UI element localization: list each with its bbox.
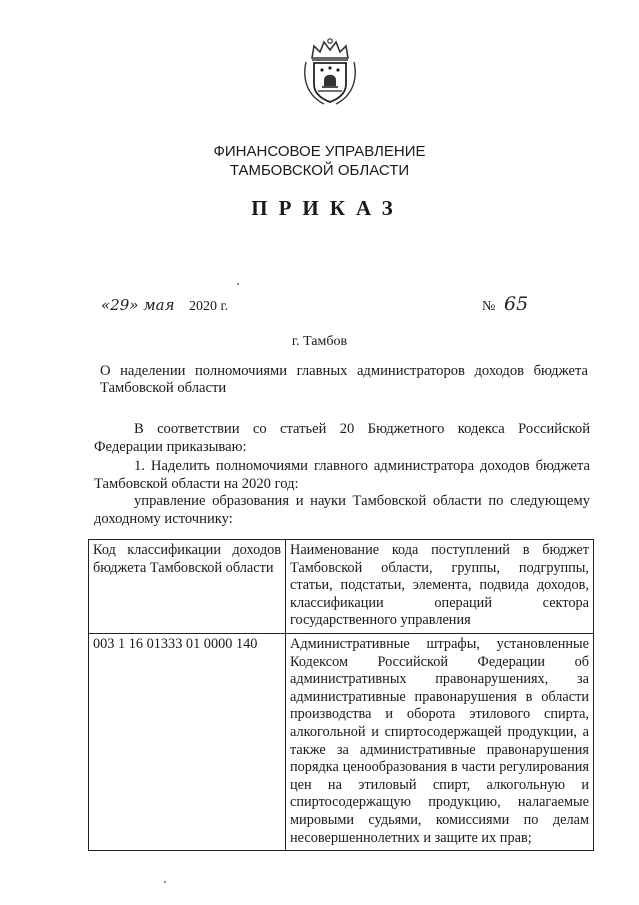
organization-name-line1: ФИНАНСОВОЕ УПРАВЛЕНИЕ bbox=[213, 143, 426, 160]
number-label: № bbox=[482, 299, 496, 314]
table-header-name: Наименование кода поступлений в бюджет Тамбовской области, группы, подгруппы, статьи, подстатьи, элемента, подвида доходов, классификации операций сектора государственного управления bbox=[286, 540, 594, 634]
coat-of-arms-emblem bbox=[300, 36, 360, 108]
table-header-code: Код классификации доходов бюджета Тамбовской области bbox=[89, 540, 286, 634]
table-cell-name: Административные штрафы, установленные Кодексом Российской Федерации об административных правонарушениях, за административные правонарушения в области производства и оборота этилового спирта, алкогольной и спиртосодержащей продукции, а также за административные правонарушения порядка ценообразования в части регулирования цен на этиловый спирт, алкогольную и спиртосодержащую продукцию, налагаемые мировыми судьями, комиссиями по делам несовершеннолетних и защите их прав; bbox=[286, 633, 594, 850]
table-cell-code: 003 1 16 01333 01 0000 140 bbox=[89, 633, 286, 850]
body-paragraph-3: управление образования и науки Тамбовской области по следующему доходному источнику: bbox=[94, 493, 590, 527]
body-paragraph-1: В соответствии со статьей 20 Бюджетного кодекса Российской Федерации приказываю: bbox=[94, 421, 590, 455]
document-type-title: ПРИКАЗ bbox=[251, 196, 404, 220]
body-paragraph-2: 1. Наделить полномочиями главного администратора доходов бюджета Тамбовской области на 2020 год: bbox=[94, 458, 590, 492]
table-row bbox=[89, 633, 594, 850]
handwritten-date: «29» мая bbox=[101, 296, 175, 314]
organization-name-line2: ТАМБОВСКОЙ ОБЛАСТИ bbox=[229, 162, 410, 179]
revenue-source-table bbox=[88, 539, 594, 851]
table-header-row bbox=[89, 540, 594, 634]
scan-speck bbox=[237, 283, 239, 285]
scan-speck bbox=[164, 881, 166, 883]
handwritten-number: 65 bbox=[504, 293, 529, 315]
order-subject: О наделении полномочиями главных администраторов доходов бюджета Тамбовской области bbox=[100, 363, 588, 396]
document-year: 2020 г. bbox=[189, 299, 229, 314]
city-name: г. Тамбов bbox=[291, 334, 348, 349]
